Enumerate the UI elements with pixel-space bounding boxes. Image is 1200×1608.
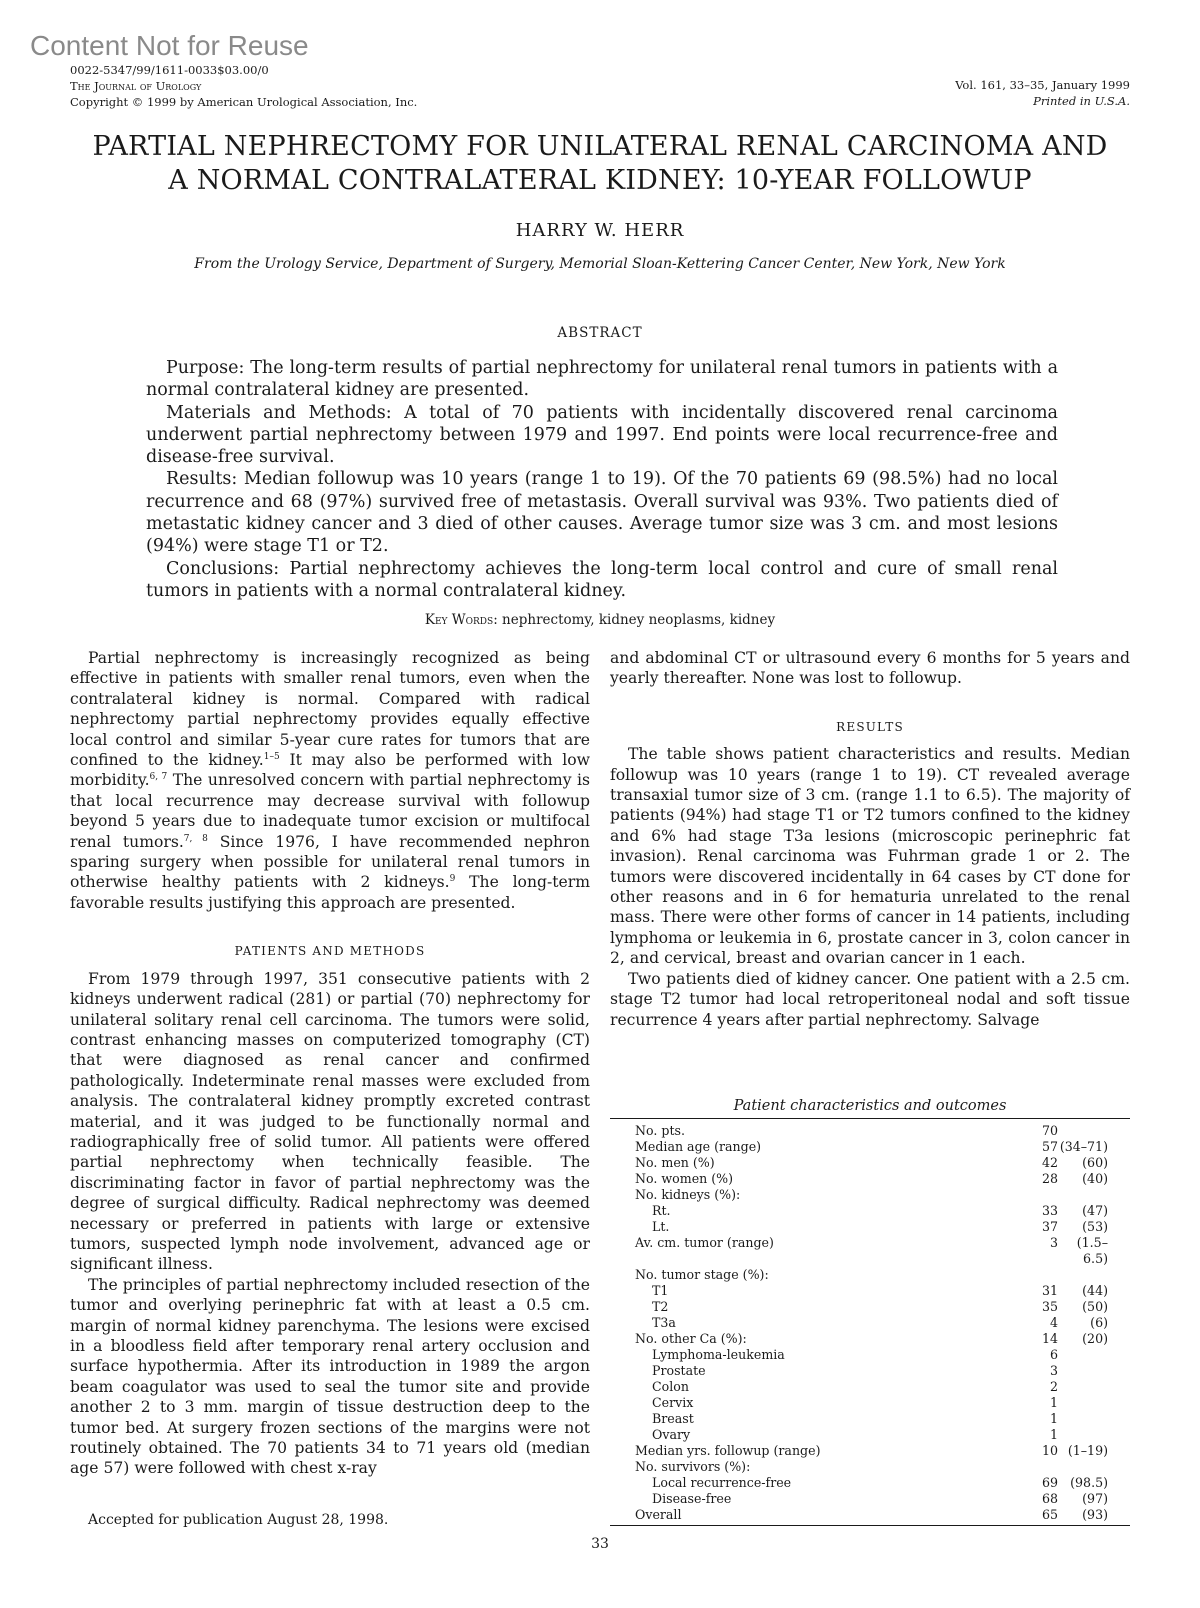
results-paragraph-2: Two patients died of kidney cancer. One patient with a 2.5 cm. stage T2 tumor had local retroperitoneal nodal and soft tissue recurrence 4 years after partial nephrectomy. Salvage xyxy=(610,969,1130,1029)
row-label: Disease-free xyxy=(652,1491,732,1506)
row-label: No. women (%) xyxy=(635,1171,734,1186)
row-value: 35 xyxy=(1041,1299,1058,1314)
journal-header-left xyxy=(70,62,417,110)
row-value: 37 xyxy=(1041,1219,1058,1234)
volume-info: Vol. 161, 33–35, January 1999 xyxy=(955,78,1130,92)
journal-header-right xyxy=(955,77,1130,109)
row-value: 2 xyxy=(1049,1379,1058,1394)
printed-in: Printed in U.S.A. xyxy=(1033,94,1130,108)
row-label: T1 xyxy=(652,1283,669,1298)
row-label: T2 xyxy=(652,1299,669,1314)
row-label: No. kidneys (%): xyxy=(635,1187,741,1202)
methods-paragraph-1: From 1979 through 1997, 351 consecutive patients with 2 kidneys underwent radical (281) or partial (70) nephrectomy for unilateral solitary renal cell carcinoma. The tumors were solid, contrast enhancing masses on computerized tomography (CT) that were diagnosed as renal cancer and confirmed pathologically. Indeterminate renal masses were excluded from analysis. The contralateral kidney promptly excreted contrast material, and it was judged to be functionally normal and radiographically free of solid tumor. All patients were offered partial nephrectomy when technically feasible. The discriminating factor in favor of partial nephrectomy was the degree of surgical difficulty. Radical nephrectomy was deemed necessary or preferred in patients with large or extensive tumors, suspected lymph node involvement, advanced age or significant illness. xyxy=(70,969,590,1274)
abstract-conclusions: Conclusions: Partial nephrectomy achieves the long-term local control and cure of small renal tumors in patients with a normal contralateral kidney. xyxy=(146,558,1058,601)
table-row xyxy=(610,1315,1130,1331)
row-value: 31 xyxy=(1041,1283,1058,1298)
keywords-list: nephrectomy, kidney neoplasms, kidney xyxy=(502,612,776,628)
table-row xyxy=(610,1475,1130,1491)
table-row xyxy=(610,1139,1130,1155)
methods-continuation: and abdominal CT or ultrasound every 6 months for 5 years and yearly thereafter. None was lost to followup. xyxy=(610,649,1130,688)
row-value xyxy=(1008,1459,1058,1475)
table-row xyxy=(610,1363,1130,1379)
row-value: 69 xyxy=(1041,1475,1058,1490)
row-label: Lymphoma-leukemia xyxy=(652,1347,785,1362)
row-label: Cervix xyxy=(652,1395,694,1410)
row-extra xyxy=(1058,1427,1130,1443)
row-extra: (98.5) xyxy=(1070,1475,1108,1490)
page-number: 33 xyxy=(591,1536,609,1552)
table-row xyxy=(610,1155,1130,1171)
title-line-1: PARTIAL NEPHRECTOMY FOR UNILATERAL RENAL CARCINOMA AND xyxy=(92,131,1108,162)
row-label: No. other Ca (%): xyxy=(635,1331,747,1346)
table-row xyxy=(610,1219,1130,1235)
row-extra xyxy=(1058,1459,1130,1475)
title-line-2: A NORMAL CONTRALATERAL KIDNEY: 10-YEAR FOLLOWUP xyxy=(168,165,1032,196)
row-value: 28 xyxy=(1041,1171,1058,1186)
row-value: 1 xyxy=(1049,1427,1058,1442)
left-column xyxy=(70,648,590,1479)
keywords-label: Key Words: xyxy=(424,612,498,628)
methods-heading: PATIENTS AND METHODS xyxy=(234,944,426,959)
table-row xyxy=(610,1267,1130,1283)
table-row xyxy=(610,1395,1130,1411)
abstract-heading: ABSTRACT xyxy=(557,325,643,341)
table-row xyxy=(610,1235,1130,1267)
row-extra xyxy=(1058,1347,1130,1363)
row-value: 33 xyxy=(1041,1203,1058,1218)
row-value: 3 xyxy=(1049,1363,1058,1378)
row-extra xyxy=(1058,1267,1130,1283)
row-value: 4 xyxy=(1049,1315,1058,1330)
citation: 7, 8 xyxy=(183,833,208,844)
journal-name: The Journal of Urology xyxy=(70,79,202,93)
row-extra xyxy=(1058,1395,1130,1411)
row-label: Median age (range) xyxy=(635,1139,762,1154)
table-row xyxy=(610,1427,1130,1443)
table-row xyxy=(610,1119,1130,1139)
row-extra xyxy=(1058,1411,1130,1427)
patient-table xyxy=(610,1098,1130,1526)
row-extra: (44) xyxy=(1082,1283,1108,1298)
row-extra: (6) xyxy=(1090,1315,1108,1330)
intro-text-a: Partial nephrectomy is increasingly recognized as being effective in patients with smaller renal tumors, even when the contralateral kidney is normal. Compared with radical nephrectomy partial nephrectomy provides equally effective local control and similar 5-year cure rates for tumors that are confined to the kidney. xyxy=(70,649,590,770)
intro-text-b: It may also be performed with low morbidity. xyxy=(70,751,590,790)
abstract-purpose: Purpose: The long-term results of partial nephrectomy for unilateral renal tumors in patients with a normal contralateral kidney are presented. xyxy=(146,358,1058,401)
row-extra: (50) xyxy=(1082,1299,1108,1314)
row-value xyxy=(1008,1267,1058,1283)
row-value: 1 xyxy=(1049,1411,1058,1426)
row-extra xyxy=(1058,1379,1130,1395)
abstract-methods: Materials and Methods: A total of 70 patients with incidentally discovered renal carcinoma underwent partial nephrectomy between 1979 and 1997. End points were local recurrence-free and disease-free survival. xyxy=(146,402,1058,468)
table-row xyxy=(610,1187,1130,1203)
table-row xyxy=(610,1507,1130,1526)
row-value: 3 xyxy=(1049,1235,1058,1250)
row-extra: (20) xyxy=(1082,1331,1108,1346)
row-extra: (40) xyxy=(1082,1171,1108,1186)
row-value: 70 xyxy=(1041,1123,1058,1138)
intro-text-e: The long-term favorable results justifying this approach are presented. xyxy=(70,873,590,912)
row-label: Local recurrence-free xyxy=(652,1475,792,1490)
row-label: Median yrs. followup (range) xyxy=(635,1443,821,1458)
table-body xyxy=(610,1119,1130,1526)
table-row xyxy=(610,1491,1130,1507)
abstract xyxy=(146,357,1058,602)
row-extra: (47) xyxy=(1082,1203,1108,1218)
row-label: Rt. xyxy=(652,1203,671,1218)
right-column xyxy=(610,648,1130,1030)
citation: 1–5 xyxy=(263,751,280,762)
table-row xyxy=(610,1443,1130,1459)
row-value: 65 xyxy=(1041,1507,1058,1522)
table-row xyxy=(610,1283,1130,1299)
citation: 9 xyxy=(449,874,456,885)
row-label: No. pts. xyxy=(635,1123,685,1138)
row-label: Overall xyxy=(635,1507,682,1522)
results-heading: RESULTS xyxy=(836,719,904,734)
accepted-note: Accepted for publication August 28, 1998. xyxy=(88,1512,389,1528)
row-extra xyxy=(1058,1363,1130,1379)
row-label: Colon xyxy=(652,1379,689,1394)
intro-text-c: The unresolved concern with partial nephrectomy is that local recurrence may decrease survival with followup beyond 5 years due to inadequate tumor excision or multifocal renal tumors. xyxy=(70,771,590,851)
row-value: 6 xyxy=(1049,1347,1058,1362)
table-row xyxy=(610,1379,1130,1395)
copyright-line: Copyright © 1999 by American Urological Association, Inc. xyxy=(70,95,418,109)
row-label: T3a xyxy=(652,1315,676,1330)
row-extra: (34–71) xyxy=(1059,1139,1108,1154)
row-extra: (97) xyxy=(1082,1491,1108,1506)
methods-paragraph-2: The principles of partial nephrectomy included resection of the tumor and overlying perinephric fat with at least a 0.5 cm. margin of normal kidney parenchyma. The lesions were excised in a bloodless field after temporary renal artery occlusion and surface hypothermia. After its introduction in 1989 the argon beam coagulator was used to seal the tumor site and provide another 2 to 3 mm. margin of tissue destruction deep to the tumor bed. At surgery frozen sections of the margins were not routinely obtained. The 70 patients 34 to 71 years old (median age 57) were followed with chest x-ray xyxy=(70,1275,590,1478)
row-label: Prostate xyxy=(652,1363,706,1378)
keywords xyxy=(0,612,1200,628)
row-label: Av. cm. tumor (range) xyxy=(635,1235,774,1250)
row-label: Breast xyxy=(652,1411,694,1426)
affiliation: From the Urology Service, Department of Surgery, Memorial Sloan-Kettering Cancer Center, New York, New York xyxy=(194,256,1006,272)
intro-paragraph xyxy=(70,648,590,913)
row-extra xyxy=(1058,1187,1130,1203)
row-label: Lt. xyxy=(652,1219,670,1234)
table-row xyxy=(610,1331,1130,1347)
article-code: 0022-5347/99/1611-0033$03.00/0 xyxy=(70,63,269,77)
row-value: 57 xyxy=(1041,1139,1058,1154)
table-row xyxy=(610,1411,1130,1427)
intro-text-d: Since 1976, I have recommended nephron sparing surgery when possible for unilateral renal tumors in otherwise healthy patients with 2 kidneys. xyxy=(70,832,590,892)
table-row xyxy=(610,1459,1130,1475)
row-value: 14 xyxy=(1041,1331,1058,1346)
table-title: Patient characteristics and outcomes xyxy=(610,1098,1130,1119)
table-row xyxy=(610,1347,1130,1363)
article-title xyxy=(60,130,1140,198)
row-label: No. men (%) xyxy=(635,1155,715,1170)
table-row xyxy=(610,1171,1130,1187)
watermark: Content Not for Reuse xyxy=(30,30,309,61)
row-label: Ovary xyxy=(652,1427,691,1442)
row-value: 68 xyxy=(1041,1491,1058,1506)
row-value: 10 xyxy=(1041,1443,1058,1458)
row-label: No. survivors (%): xyxy=(635,1459,751,1474)
row-extra: (53) xyxy=(1082,1219,1108,1234)
row-label: No. tumor stage (%): xyxy=(635,1267,769,1282)
table-row xyxy=(610,1299,1130,1315)
results-paragraph-1: The table shows patient characteristics and results. Median followup was 10 years (range 1 to 19). CT revealed average transaxial tumor size of 3 cm. (range 1.1 to 6.5). The majority of patients (94%) had stage T1 or T2 tumors confined to the kidney and 6% had stage T3a lesions (microscopic perinephric fat invasion). Renal carcinoma was Fuhrman grade 1 or 2. The tumors were discovered incidentally in 64 cases by CT done for other reasons and in 6 for hematuria unrelated to the renal mass. There were other forms of cancer in 14 patients, including lymphoma or leukemia in 6, prostate cancer in 3, colon cancer in 2, and cervical, breast and ovarian cancer in 1 each. xyxy=(610,745,1130,968)
row-value: 1 xyxy=(1049,1395,1058,1410)
abstract-results: Results: Median followup was 10 years (range 1 to 19). Of the 70 patients 69 (98.5%) had no local recurrence and 68 (97%) survived free of metastasis. Overall survival was 93%. Two patients died of metastatic kidney cancer and 3 died of other causes. Average tumor size was 3 cm. and most lesions (94%) were stage T1 or T2. xyxy=(146,469,1058,557)
citation: 6, 7 xyxy=(149,772,168,783)
row-extra: (93) xyxy=(1082,1507,1108,1522)
row-extra xyxy=(1058,1119,1130,1139)
row-extra: (60) xyxy=(1082,1155,1108,1170)
row-extra: (1–19) xyxy=(1067,1443,1108,1458)
author: HARRY W. HERR xyxy=(515,220,685,241)
row-extra: (1.5–6.5) xyxy=(1076,1235,1108,1266)
row-value: 42 xyxy=(1041,1155,1058,1170)
row-value xyxy=(1008,1187,1058,1203)
table-row xyxy=(610,1203,1130,1219)
